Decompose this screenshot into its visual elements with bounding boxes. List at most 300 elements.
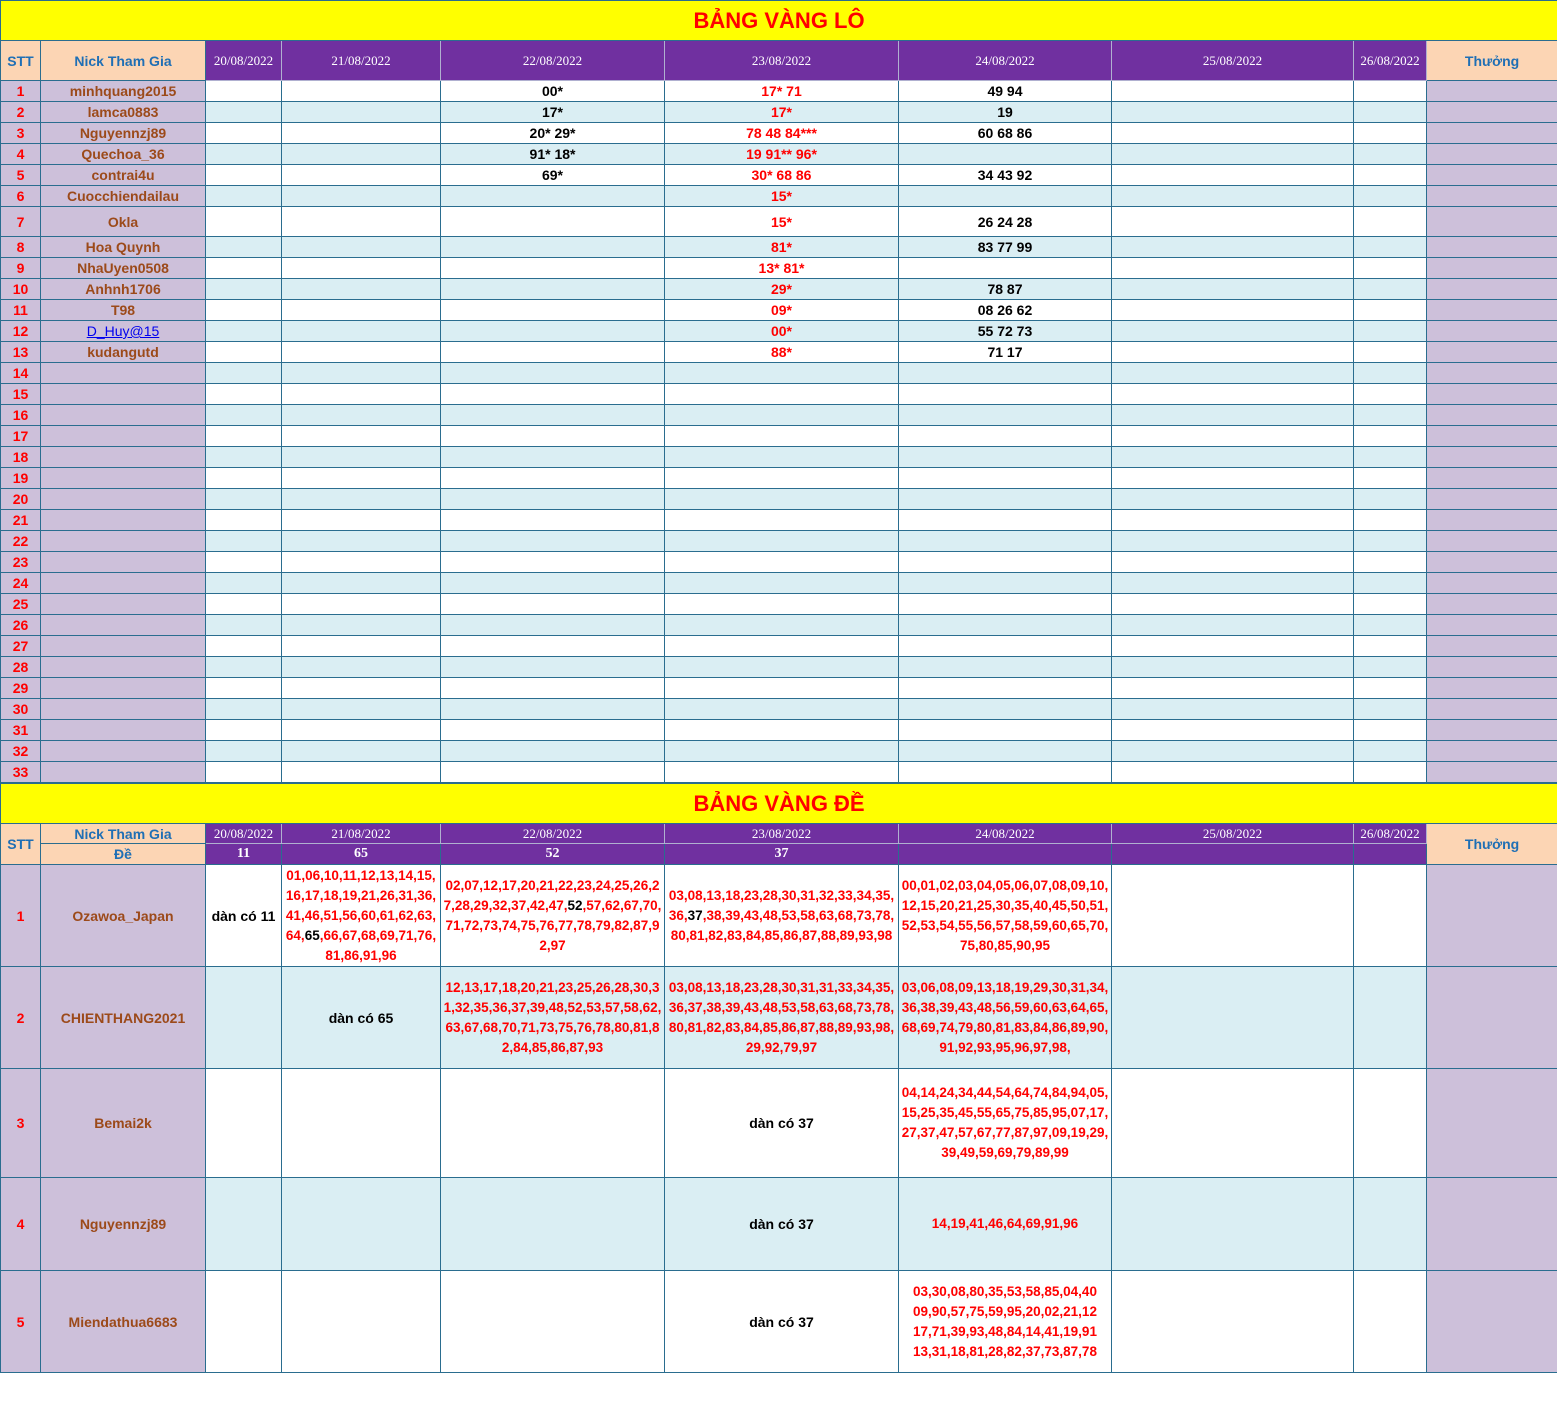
lo-stt: 19: [1, 468, 41, 489]
lo-cell: [1354, 594, 1427, 615]
lo-nick: kudangutd: [41, 342, 206, 363]
de-result: 37: [665, 844, 899, 865]
de-cell: [1354, 967, 1427, 1069]
lo-cell: [206, 510, 282, 531]
lo-cell: 88*: [665, 342, 899, 363]
lo-cell: [1354, 123, 1427, 144]
de-cell: [206, 1069, 282, 1178]
lo-cell: [282, 279, 441, 300]
lo-cell: [1112, 81, 1354, 102]
lo-reward: [1427, 699, 1557, 720]
lo-cell: [282, 762, 441, 783]
lo-cell: [441, 489, 665, 510]
lo-cell: [441, 573, 665, 594]
lo-stt: 16: [1, 405, 41, 426]
de-header-date: 26/08/2022: [1354, 824, 1427, 844]
lo-row: [1, 720, 1557, 741]
lo-nick: [41, 657, 206, 678]
lo-stt: 7: [1, 207, 41, 237]
lo-reward: [1427, 468, 1557, 489]
de-header-date: 25/08/2022: [1112, 824, 1354, 844]
lo-cell: [282, 186, 441, 207]
lo-cell: [899, 426, 1112, 447]
lo-cell: [899, 447, 1112, 468]
lo-nick: Quechoa_36: [41, 144, 206, 165]
de-cell: 04,14,24,34,44,54,64,74,84,94,05,15,25,35,45,55,65,75,85,95,07,17,27,37,47,57,67,77,87,97,09,19,29,39,49,59,69,79,89,99: [899, 1069, 1112, 1178]
de-cell: 03,08,13,18,23,28,30,31,31,33,34,35,36,37,38,39,43,48,53,58,63,68,73,78,80,81,82,83,84,85,86,87,88,89,93,98,29,92,79,97: [665, 967, 899, 1069]
lo-cell: [441, 426, 665, 447]
lo-cell: [206, 300, 282, 321]
lo-nick: [41, 384, 206, 405]
lo-cell: [282, 258, 441, 279]
de-row: [1, 967, 1557, 1069]
lo-cell: [665, 489, 899, 510]
lo-cell: [899, 489, 1112, 510]
lo-row: [1, 207, 1557, 237]
lo-cell: [1354, 678, 1427, 699]
lo-stt: 1: [1, 81, 41, 102]
lo-cell: [1112, 426, 1354, 447]
lo-stt: 13: [1, 342, 41, 363]
lo-cell: [282, 300, 441, 321]
lo-cell: [1112, 342, 1354, 363]
lo-cell: [1112, 573, 1354, 594]
lo-stt: 20: [1, 489, 41, 510]
lo-cell: [282, 342, 441, 363]
lo-cell: [282, 615, 441, 636]
lo-reward: [1427, 186, 1557, 207]
lo-cell: [1112, 720, 1354, 741]
lo-cell: [282, 102, 441, 123]
lo-cell: [206, 405, 282, 426]
lo-cell: [206, 186, 282, 207]
lo-row: [1, 144, 1557, 165]
lo-cell: [1354, 186, 1427, 207]
lo-cell: [665, 636, 899, 657]
lo-row: [1, 510, 1557, 531]
lo-cell: [206, 342, 282, 363]
lo-cell: [1354, 741, 1427, 762]
lo-cell: [1112, 615, 1354, 636]
de-cell: [1354, 1271, 1427, 1373]
de-cell: [282, 1069, 441, 1178]
lo-cell: [899, 363, 1112, 384]
de-cell: 03,30,08,80,35,53,58,85,04,40 09,90,57,75,59,95,20,02,21,12 17,71,39,93,48,84,14,41,19,91 13,31,18,81,28,82,37,73,87,78: [899, 1271, 1112, 1373]
de-cell: [441, 1271, 665, 1373]
lo-cell: [665, 468, 899, 489]
lo-cell: [1112, 762, 1354, 783]
de-header-stt: STT: [1, 824, 41, 865]
lo-cell: [1354, 81, 1427, 102]
lo-cell: [282, 552, 441, 573]
lo-cell: [441, 237, 665, 258]
lo-nick: Nguyennzj89: [41, 123, 206, 144]
lo-header-stt: STT: [1, 41, 41, 81]
lo-cell: 17*: [441, 102, 665, 123]
lo-cell: [1354, 552, 1427, 573]
de-header-nick: Nick Tham Gia: [41, 824, 206, 844]
lo-stt: 30: [1, 699, 41, 720]
lo-cell: [282, 384, 441, 405]
lo-cell: [665, 657, 899, 678]
de-cell: [441, 1069, 665, 1178]
lo-row: [1, 405, 1557, 426]
lo-stt: 23: [1, 552, 41, 573]
lo-stt: 5: [1, 165, 41, 186]
lo-cell: 08 26 62: [899, 300, 1112, 321]
lo-cell: [1112, 405, 1354, 426]
lo-cell: 91* 18*: [441, 144, 665, 165]
lo-cell: [441, 447, 665, 468]
lo-cell: [1354, 102, 1427, 123]
lo-cell: [441, 510, 665, 531]
lo-reward: [1427, 447, 1557, 468]
lo-reward: [1427, 510, 1557, 531]
de-stt: 3: [1, 1069, 41, 1178]
lo-cell: 26 24 28: [899, 207, 1112, 237]
lo-cell: [441, 300, 665, 321]
lo-cell: 17* 71: [665, 81, 899, 102]
lo-nick: lamca0883: [41, 102, 206, 123]
lo-cell: [665, 510, 899, 531]
lo-cell: [282, 636, 441, 657]
lo-stt: 32: [1, 741, 41, 762]
lo-cell: 60 68 86: [899, 123, 1112, 144]
lo-row: [1, 531, 1557, 552]
lo-row: [1, 447, 1557, 468]
de-header-date: 23/08/2022: [665, 824, 899, 844]
lo-cell: [665, 531, 899, 552]
de-cell: [441, 865, 665, 967]
lo-nick: [41, 636, 206, 657]
lo-stt: 25: [1, 594, 41, 615]
de-header-date: 21/08/2022: [282, 824, 441, 844]
lo-cell: [206, 321, 282, 342]
lo-cell: [441, 762, 665, 783]
lo-cell: 81*: [665, 237, 899, 258]
lo-cell: [282, 489, 441, 510]
lo-cell: [1354, 342, 1427, 363]
lo-cell: [206, 258, 282, 279]
lo-reward: [1427, 573, 1557, 594]
lo-cell: [206, 384, 282, 405]
lo-row: [1, 762, 1557, 783]
lo-row: [1, 165, 1557, 186]
lo-cell: [899, 678, 1112, 699]
lo-cell: [206, 699, 282, 720]
de-header-reward: Thưởng: [1427, 824, 1557, 865]
lo-cell: [206, 552, 282, 573]
lo-reward: [1427, 258, 1557, 279]
lo-cell: [1354, 615, 1427, 636]
lo-cell: [206, 123, 282, 144]
lo-cell: [282, 165, 441, 186]
lo-cell: [282, 144, 441, 165]
lo-row: [1, 342, 1557, 363]
lo-cell: 19: [899, 102, 1112, 123]
lo-cell: [899, 186, 1112, 207]
de-row: [1, 1178, 1557, 1271]
de-table: [0, 783, 1557, 1373]
de-nick: Bemai2k: [41, 1069, 206, 1178]
de-cell: [1354, 1178, 1427, 1271]
de-hit-number: 65: [304, 927, 320, 943]
lo-stt: 22: [1, 531, 41, 552]
lo-nick: NhaUyen0508: [41, 258, 206, 279]
lo-cell: 69*: [441, 165, 665, 186]
lo-cell: [1354, 237, 1427, 258]
lo-cell: [441, 657, 665, 678]
de-cell: dàn có 37: [665, 1069, 899, 1178]
lo-cell: [206, 594, 282, 615]
lo-stt: 4: [1, 144, 41, 165]
lo-cell: 49 94: [899, 81, 1112, 102]
lo-header-date: 25/08/2022: [1112, 41, 1354, 81]
lo-header-date: 20/08/2022: [206, 41, 282, 81]
lo-stt: 3: [1, 123, 41, 144]
lo-cell: [899, 552, 1112, 573]
lo-cell: [282, 741, 441, 762]
de-nick: Miendathua6683: [41, 1271, 206, 1373]
lo-cell: 15*: [665, 186, 899, 207]
lo-cell: [441, 678, 665, 699]
lo-cell: [206, 144, 282, 165]
lo-cell: [206, 102, 282, 123]
lo-cell: [1354, 279, 1427, 300]
lo-nick: Hoa Quynh: [41, 237, 206, 258]
de-result: [899, 844, 1112, 865]
lo-cell: [206, 363, 282, 384]
lo-reward: [1427, 531, 1557, 552]
lo-cell: [206, 657, 282, 678]
lo-cell: [206, 81, 282, 102]
lo-cell: [206, 762, 282, 783]
lo-header-date: 26/08/2022: [1354, 41, 1427, 81]
de-numbers: ,38,39,43,48,53,58,63,68,73,78,80,81,82,83,84,85,86,87,88,89,93,98: [670, 907, 895, 943]
lo-cell: 78 48 84***: [665, 123, 899, 144]
lo-cell: [1112, 300, 1354, 321]
lo-cell: [282, 321, 441, 342]
lo-cell: [665, 762, 899, 783]
lo-cell: [899, 615, 1112, 636]
lo-reward: [1427, 720, 1557, 741]
lo-cell: [665, 615, 899, 636]
de-hit-number: 52: [567, 897, 583, 913]
lo-reward: [1427, 300, 1557, 321]
lo-stt: 6: [1, 186, 41, 207]
lo-cell: [1354, 489, 1427, 510]
lo-cell: [441, 258, 665, 279]
lo-nick: [41, 741, 206, 762]
lo-cell: [1112, 594, 1354, 615]
lo-cell: [899, 510, 1112, 531]
lo-nick: [41, 552, 206, 573]
lo-cell: [665, 594, 899, 615]
lo-cell: [1112, 468, 1354, 489]
de-nick: Nguyennzj89: [41, 1178, 206, 1271]
de-stt: 5: [1, 1271, 41, 1373]
lo-reward: [1427, 207, 1557, 237]
lo-nick: [41, 678, 206, 699]
lo-cell: 34 43 92: [899, 165, 1112, 186]
lo-cell: [899, 531, 1112, 552]
de-header-de: Đề: [41, 844, 206, 865]
lo-cell: [441, 531, 665, 552]
de-stt: 2: [1, 967, 41, 1069]
lo-reward: [1427, 144, 1557, 165]
lo-cell: [1112, 207, 1354, 237]
lo-cell: [441, 594, 665, 615]
lo-cell: [1354, 447, 1427, 468]
lo-cell: [1112, 237, 1354, 258]
de-numbers: 01,06,10,11,12,13,14,15,16,17,18,19,21,26,31,36,41,46,51,56,60,61,62,63,64,: [285, 867, 437, 943]
de-reward: [1427, 1271, 1557, 1373]
lo-nick: [41, 762, 206, 783]
lo-cell: [282, 531, 441, 552]
lo-cell: [1354, 207, 1427, 237]
lo-reward: [1427, 636, 1557, 657]
lo-cell: [441, 615, 665, 636]
de-header-date: 20/08/2022: [206, 824, 282, 844]
lo-stt: 31: [1, 720, 41, 741]
lo-cell: [1354, 321, 1427, 342]
lo-cell: 13* 81*: [665, 258, 899, 279]
de-result: 11: [206, 844, 282, 865]
lo-reward: [1427, 102, 1557, 123]
lo-row: [1, 363, 1557, 384]
lo-nick: [41, 699, 206, 720]
de-reward: [1427, 1178, 1557, 1271]
lo-row: [1, 552, 1557, 573]
lo-row: [1, 426, 1557, 447]
lo-cell: [441, 405, 665, 426]
lo-cell: [206, 489, 282, 510]
lo-cell: [282, 237, 441, 258]
lo-cell: [441, 720, 665, 741]
lo-cell: [1354, 573, 1427, 594]
lo-cell: [206, 678, 282, 699]
lo-cell: [1112, 144, 1354, 165]
lo-row: [1, 657, 1557, 678]
lo-stt: 14: [1, 363, 41, 384]
lo-cell: [282, 123, 441, 144]
lo-row: [1, 699, 1557, 720]
de-cell: [1112, 865, 1354, 967]
lo-cell: [206, 741, 282, 762]
lo-cell: [1354, 531, 1427, 552]
lo-cell: [441, 384, 665, 405]
lo-cell: [1112, 657, 1354, 678]
lo-row: [1, 300, 1557, 321]
lo-cell: [282, 426, 441, 447]
lo-reward: [1427, 81, 1557, 102]
lo-cell: [1112, 552, 1354, 573]
lo-cell: [282, 678, 441, 699]
lo-cell: [206, 720, 282, 741]
lo-header-reward: Thưởng: [1427, 41, 1557, 81]
lo-cell: [206, 573, 282, 594]
lo-cell: [282, 468, 441, 489]
lo-nick: [41, 321, 206, 342]
lo-cell: [1112, 165, 1354, 186]
de-cell: dàn có 37: [665, 1271, 899, 1373]
lo-cell: [665, 405, 899, 426]
lo-cell: [665, 699, 899, 720]
de-title: BẢNG VÀNG ĐỀ: [1, 784, 1557, 824]
de-cell: [1112, 1271, 1354, 1373]
de-cell: [1354, 865, 1427, 967]
lo-nick: [41, 426, 206, 447]
lo-cell: [899, 384, 1112, 405]
lo-cell: 78 87: [899, 279, 1112, 300]
lo-cell: [1354, 300, 1427, 321]
lo-reward: [1427, 123, 1557, 144]
lo-cell: [1354, 165, 1427, 186]
de-hit-number: 37: [687, 907, 703, 923]
de-cell: [282, 1271, 441, 1373]
lo-cell: [899, 657, 1112, 678]
lo-reward: [1427, 489, 1557, 510]
lo-reward: [1427, 279, 1557, 300]
de-result: [1112, 844, 1354, 865]
lo-cell: [441, 468, 665, 489]
lo-cell: [899, 144, 1112, 165]
lo-row: [1, 636, 1557, 657]
de-row: [1, 1271, 1557, 1373]
lo-stt: 15: [1, 384, 41, 405]
lo-stt: 18: [1, 447, 41, 468]
lo-row: [1, 594, 1557, 615]
lo-cell: 00*: [665, 321, 899, 342]
lo-cell: [1112, 102, 1354, 123]
lo-nick: [41, 510, 206, 531]
lo-reward: [1427, 762, 1557, 783]
lo-cell: [282, 720, 441, 741]
lo-stt: 9: [1, 258, 41, 279]
de-cell: [1354, 1069, 1427, 1178]
lo-reward: [1427, 426, 1557, 447]
lo-cell: [1112, 363, 1354, 384]
lo-reward: [1427, 657, 1557, 678]
lo-cell: 30* 68 86: [665, 165, 899, 186]
lo-cell: [282, 699, 441, 720]
lo-cell: [1354, 657, 1427, 678]
de-cell: [206, 1271, 282, 1373]
lo-nick: Cuocchiendailau: [41, 186, 206, 207]
de-row: [1, 865, 1557, 967]
lo-cell: [1354, 144, 1427, 165]
lo-nick-link[interactable]: D_Huy@15: [86, 323, 160, 339]
lo-cell: 19 91** 96*: [665, 144, 899, 165]
lo-cell: [441, 186, 665, 207]
lo-cell: [1354, 762, 1427, 783]
lo-cell: [1354, 258, 1427, 279]
lo-cell: [899, 468, 1112, 489]
lo-cell: [206, 426, 282, 447]
de-cell: 03,06,08,09,13,18,19,29,30,31,34,36,38,39,43,48,56,59,60,63,64,65,68,69,74,79,80,81,83,84,86,89,90,91,92,93,95,96,97,98,: [899, 967, 1112, 1069]
de-nick: Ozawoa_Japan: [41, 865, 206, 967]
lo-cell: [441, 207, 665, 237]
lo-stt: 11: [1, 300, 41, 321]
de-cell: [441, 1178, 665, 1271]
de-numbers: 03,08,13,18,23,28,30,31,32,33,34,35,36,: [668, 887, 895, 923]
lo-reward: [1427, 165, 1557, 186]
lo-cell: [206, 468, 282, 489]
lo-cell: [441, 552, 665, 573]
lo-cell: [899, 762, 1112, 783]
lo-nick: Okla: [41, 207, 206, 237]
lo-row: [1, 678, 1557, 699]
